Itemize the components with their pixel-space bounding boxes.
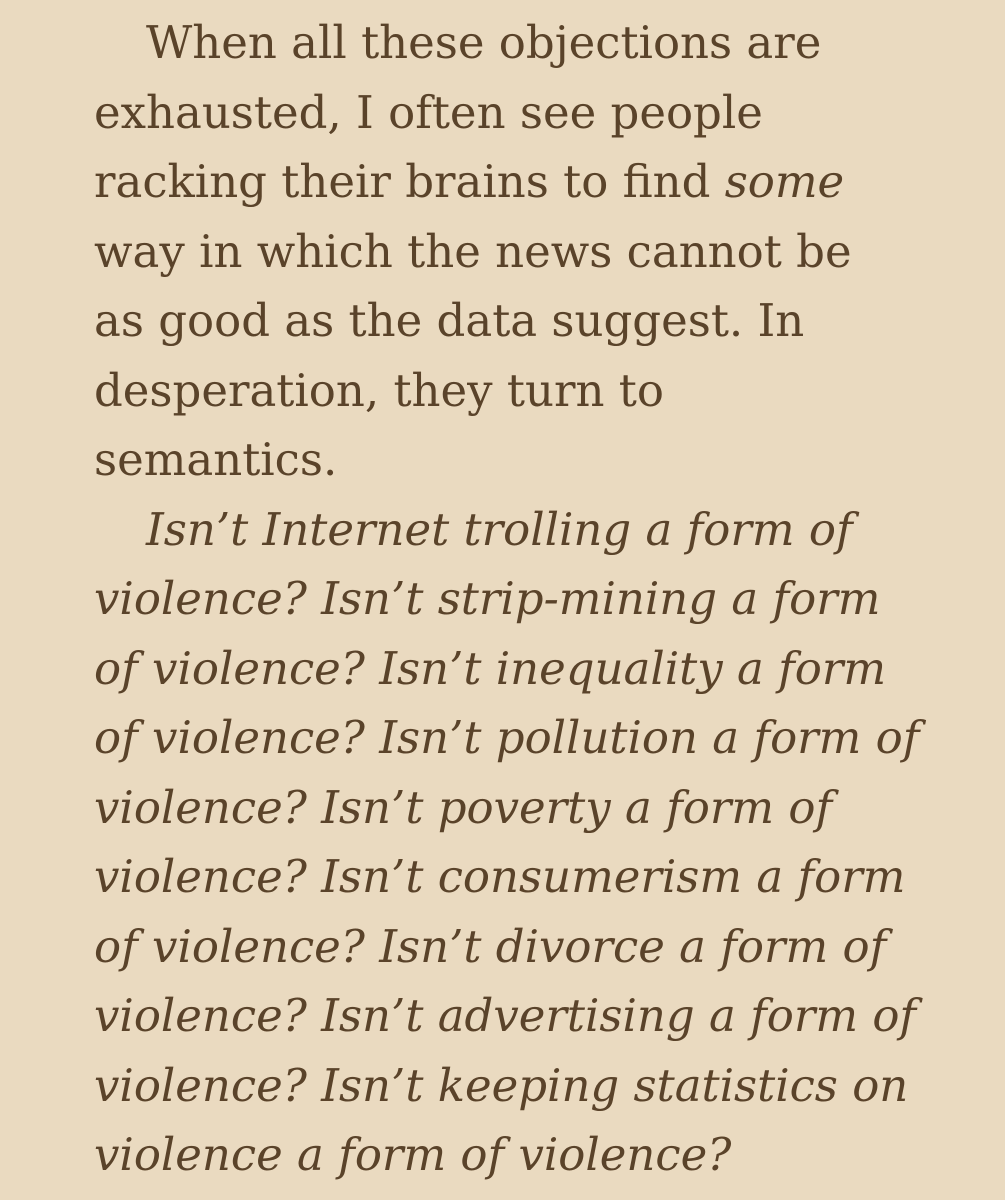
paragraph-questions	[94, 495, 1005, 1190]
text-line: way in which the news cannot be	[94, 224, 852, 278]
text-line: of violence? Isn’t inequality a form	[94, 641, 887, 695]
text-line: violence? Isn’t keeping statistics on	[94, 1058, 909, 1112]
text-line: violence? Isn’t advertising a form of	[94, 989, 917, 1042]
text-run: racking their brains to find	[94, 155, 725, 208]
text-line: of violence? Isn’t divorce a form of	[94, 919, 887, 973]
emphasis-text: some	[724, 155, 845, 208]
text-line: desperation, they turn to	[94, 363, 664, 417]
text-line: Isn’t Internet trolling a form of	[146, 502, 853, 556]
text-line: of violence? Isn’t pollution a form of	[94, 711, 920, 764]
paragraph-objections	[94, 8, 1005, 495]
text-line: violence? Isn’t strip-mining a form	[94, 572, 881, 625]
text-line: violence? Isn’t poverty a form of	[94, 780, 833, 834]
text-line: violence a form of violence?	[94, 1128, 732, 1181]
text-line: semantics.	[94, 433, 338, 486]
text-line	[94, 147, 1005, 217]
text-line: exhausted, I often see people	[94, 85, 763, 139]
text-line: as good as the data suggest. In	[94, 294, 805, 347]
text-line: violence? Isn’t consumerism a form	[94, 850, 906, 903]
text-line: When all these objections are	[146, 16, 822, 69]
